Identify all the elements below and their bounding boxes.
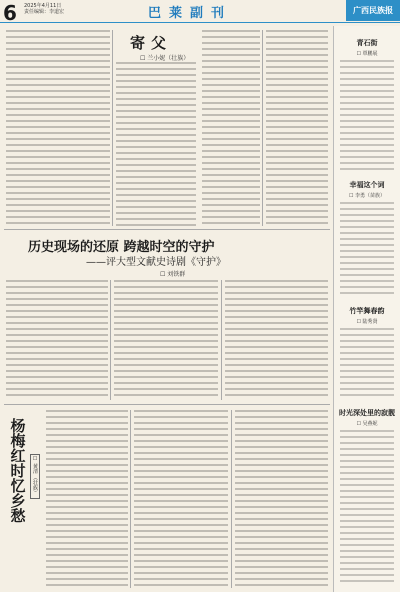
article2-col2 bbox=[114, 280, 218, 400]
header-meta bbox=[24, 3, 64, 15]
poem1-body bbox=[340, 60, 394, 170]
poem1-author: ☐ 覃鹏展 bbox=[356, 51, 378, 57]
poem4-title: 时光深处里的寂靓 bbox=[339, 408, 395, 417]
article1-col1 bbox=[6, 30, 110, 226]
section-title: 巴莱副刊 bbox=[147, 6, 232, 21]
poem2-body bbox=[340, 202, 394, 294]
article2-byline: ☐ 刘铁群 bbox=[160, 271, 186, 278]
column-divider bbox=[231, 410, 232, 588]
poem4-author: ☐ 吴燕妮 bbox=[356, 421, 378, 427]
poem1-title: 青石街 bbox=[356, 38, 378, 47]
article1-col2 bbox=[116, 62, 196, 226]
article2-title: 历史现场的还原 跨越时空的守护 bbox=[28, 240, 215, 255]
poem3-body bbox=[340, 328, 394, 398]
article3-byline bbox=[30, 454, 40, 499]
article1-title: 寄父 bbox=[130, 34, 173, 52]
column-divider bbox=[110, 280, 111, 400]
editor-credit: 责任编辑：李道宏 bbox=[24, 9, 65, 15]
poetry-sidebar bbox=[333, 26, 400, 592]
column-divider bbox=[262, 30, 263, 226]
article3-col2 bbox=[134, 410, 228, 588]
article3-col3 bbox=[235, 410, 328, 588]
article2-col3 bbox=[225, 280, 328, 400]
article1-col3 bbox=[202, 30, 260, 226]
issue-date: 2025年4月11日 bbox=[24, 3, 62, 9]
poem2-title: 幸福这个词 bbox=[349, 180, 385, 189]
article2-subtitle: ——评大型文献史诗剧《守护》 bbox=[86, 257, 226, 268]
column-divider bbox=[221, 280, 222, 400]
article3-col1 bbox=[46, 410, 128, 588]
poem3-author: ☐ 陆秀贤 bbox=[356, 319, 378, 325]
poem3-title: 竹竿舞春韵 bbox=[349, 306, 385, 315]
column-divider bbox=[112, 30, 113, 226]
column-divider bbox=[130, 410, 131, 588]
article3-title bbox=[6, 418, 28, 527]
newspaper-name: 广西民族报 bbox=[346, 0, 400, 21]
poem4-body bbox=[340, 430, 394, 586]
article3-title-text: 杨梅红时忆乡愁 bbox=[8, 418, 27, 523]
section-divider bbox=[4, 404, 330, 405]
article1-col4 bbox=[266, 30, 328, 226]
page-header bbox=[0, 0, 400, 23]
article2-col1 bbox=[6, 280, 108, 400]
page-number: 6 bbox=[3, 1, 17, 25]
section-divider bbox=[4, 229, 330, 230]
article1-byline: ☐ 兰小妮（壮族） bbox=[140, 55, 190, 62]
article3-byline-text: ☐ 黄清 （壮族） bbox=[32, 456, 38, 496]
poem2-author: ☐ 李勇（苗族） bbox=[348, 193, 386, 199]
